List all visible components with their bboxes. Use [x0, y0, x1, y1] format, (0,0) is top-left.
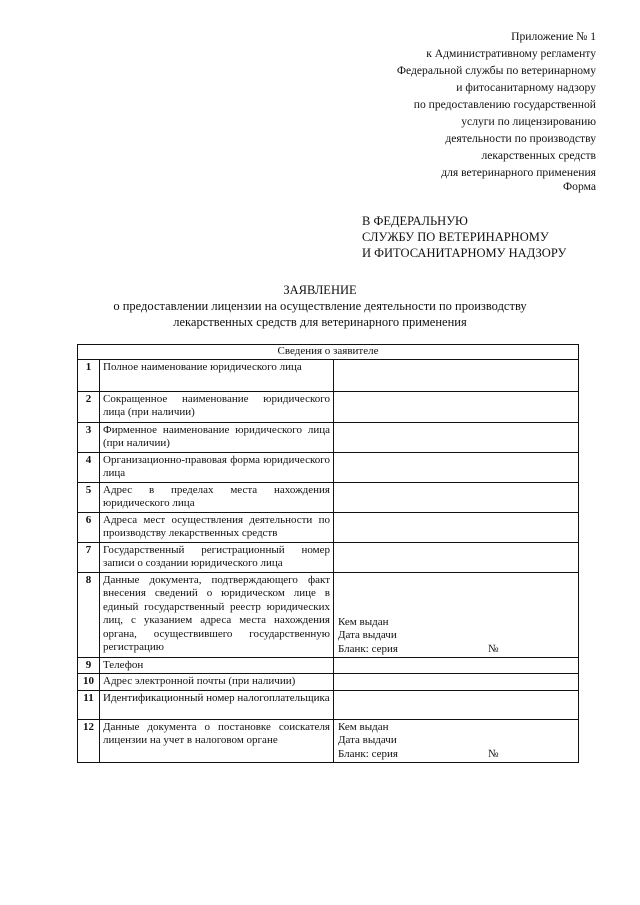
form-label: Форма — [563, 180, 596, 193]
document-title — [0, 282, 640, 330]
appendix-line: Федеральной службы по ветеринарному — [396, 64, 596, 77]
form-series-label: Бланк: серия — [338, 747, 398, 760]
table-row — [78, 453, 579, 483]
number-sign-label: № — [488, 747, 499, 760]
row-value-field[interactable] — [334, 690, 579, 719]
addressee-line: В ФЕДЕРАЛЬНУЮ — [362, 214, 468, 228]
appendix-line: лекарственных средств — [481, 149, 596, 162]
row-label: Адрес в пределах места нахождения юридического лица — [100, 483, 334, 513]
table-row — [78, 360, 579, 392]
issue-date-label: Дата выдачи — [338, 734, 397, 747]
row-number: 7 — [78, 543, 100, 573]
row-label: Сокращенное наименование юридического лица (при наличии) — [100, 392, 334, 423]
appendix-line: по предоставлению государственной — [413, 98, 596, 111]
row-value-field[interactable] — [334, 392, 579, 423]
table-row — [78, 674, 579, 690]
row-number: 3 — [78, 423, 100, 453]
row-label: Фирменное наименование юридического лица (при наличии) — [100, 423, 334, 453]
table-row — [78, 513, 579, 543]
row-value-field[interactable] — [334, 719, 579, 762]
row-value-field[interactable] — [334, 573, 579, 658]
table-header: Сведения о заявителе — [78, 345, 579, 360]
row-label: Идентификационный номер налогоплательщика — [100, 690, 334, 719]
appendix-block — [336, 28, 596, 181]
row-label: Полное наименование юридического лица — [100, 360, 334, 392]
row-number: 6 — [78, 513, 100, 543]
row-label: Организационно-правовая форма юридического лица — [100, 453, 334, 483]
row-value-field[interactable] — [334, 513, 579, 543]
table-row — [78, 658, 579, 674]
title-heading: ЗАЯВЛЕНИЕ — [283, 283, 357, 297]
appendix-line: для ветеринарного применения — [441, 166, 596, 179]
appendix-line: и фитосанитарному надзору — [456, 81, 596, 94]
issued-by-label: Кем выдан — [338, 615, 389, 628]
issued-by-label: Кем выдан — [338, 720, 389, 733]
title-line: о предоставлении лицензии на осуществление деятельности по производству — [113, 299, 527, 313]
row-value-field[interactable] — [334, 453, 579, 483]
row-label: Данные документа о постановке соискателя лицензии на учет в налоговом органе — [100, 719, 334, 762]
row-label: Государственный регистрационный номер записи о создании юридического лица — [100, 543, 334, 573]
row-number: 2 — [78, 392, 100, 423]
number-sign-label: № — [488, 642, 499, 655]
table-row — [78, 719, 579, 762]
row-value-field[interactable] — [334, 543, 579, 573]
row-label: Адреса мест осуществления деятельности по производству лекарственных средств — [100, 513, 334, 543]
appendix-line: услуги по лицензированию — [461, 115, 596, 128]
title-line: лекарственных средств для ветеринарного применения — [173, 315, 467, 329]
issue-date-label: Дата выдачи — [338, 629, 397, 642]
table-row — [78, 543, 579, 573]
row-number: 10 — [78, 674, 100, 690]
addressee-block — [362, 213, 566, 261]
row-value-field[interactable] — [334, 674, 579, 690]
addressee-line: И ФИТОСАНИТАРНОМУ НАДЗОРУ — [362, 246, 567, 260]
row-label: Адрес электронной почты (при наличии) — [100, 674, 334, 690]
row-number: 5 — [78, 483, 100, 513]
row-value-field[interactable] — [334, 423, 579, 453]
row-label: Данные документа, подтверждающего факт внесения сведений о юридическом лице в единый государственный реестр юридических лиц, с указанием адреса места нахождения органа, осуществившего государственную регистрацию — [100, 573, 334, 658]
row-number: 12 — [78, 719, 100, 762]
table-row — [78, 690, 579, 719]
table-row — [78, 423, 579, 453]
appendix-line: Приложение № 1 — [511, 30, 596, 43]
row-value-field[interactable] — [334, 360, 579, 392]
row-number: 1 — [78, 360, 100, 392]
row-number: 4 — [78, 453, 100, 483]
row-value-field[interactable] — [334, 483, 579, 513]
table-row — [78, 573, 579, 658]
row-label: Телефон — [100, 658, 334, 674]
row-value-field[interactable] — [334, 658, 579, 674]
row-number: 11 — [78, 690, 100, 719]
form-series-label: Бланк: серия — [338, 642, 398, 655]
row-number: 8 — [78, 573, 100, 658]
applicant-info-table — [77, 344, 579, 763]
row-number: 9 — [78, 658, 100, 674]
appendix-line: деятельности по производству — [445, 132, 596, 145]
table-row — [78, 483, 579, 513]
appendix-line: к Административному регламенту — [426, 47, 596, 60]
addressee-line: СЛУЖБУ ПО ВЕТЕРИНАРНОМУ — [362, 230, 549, 244]
table-row — [78, 392, 579, 423]
